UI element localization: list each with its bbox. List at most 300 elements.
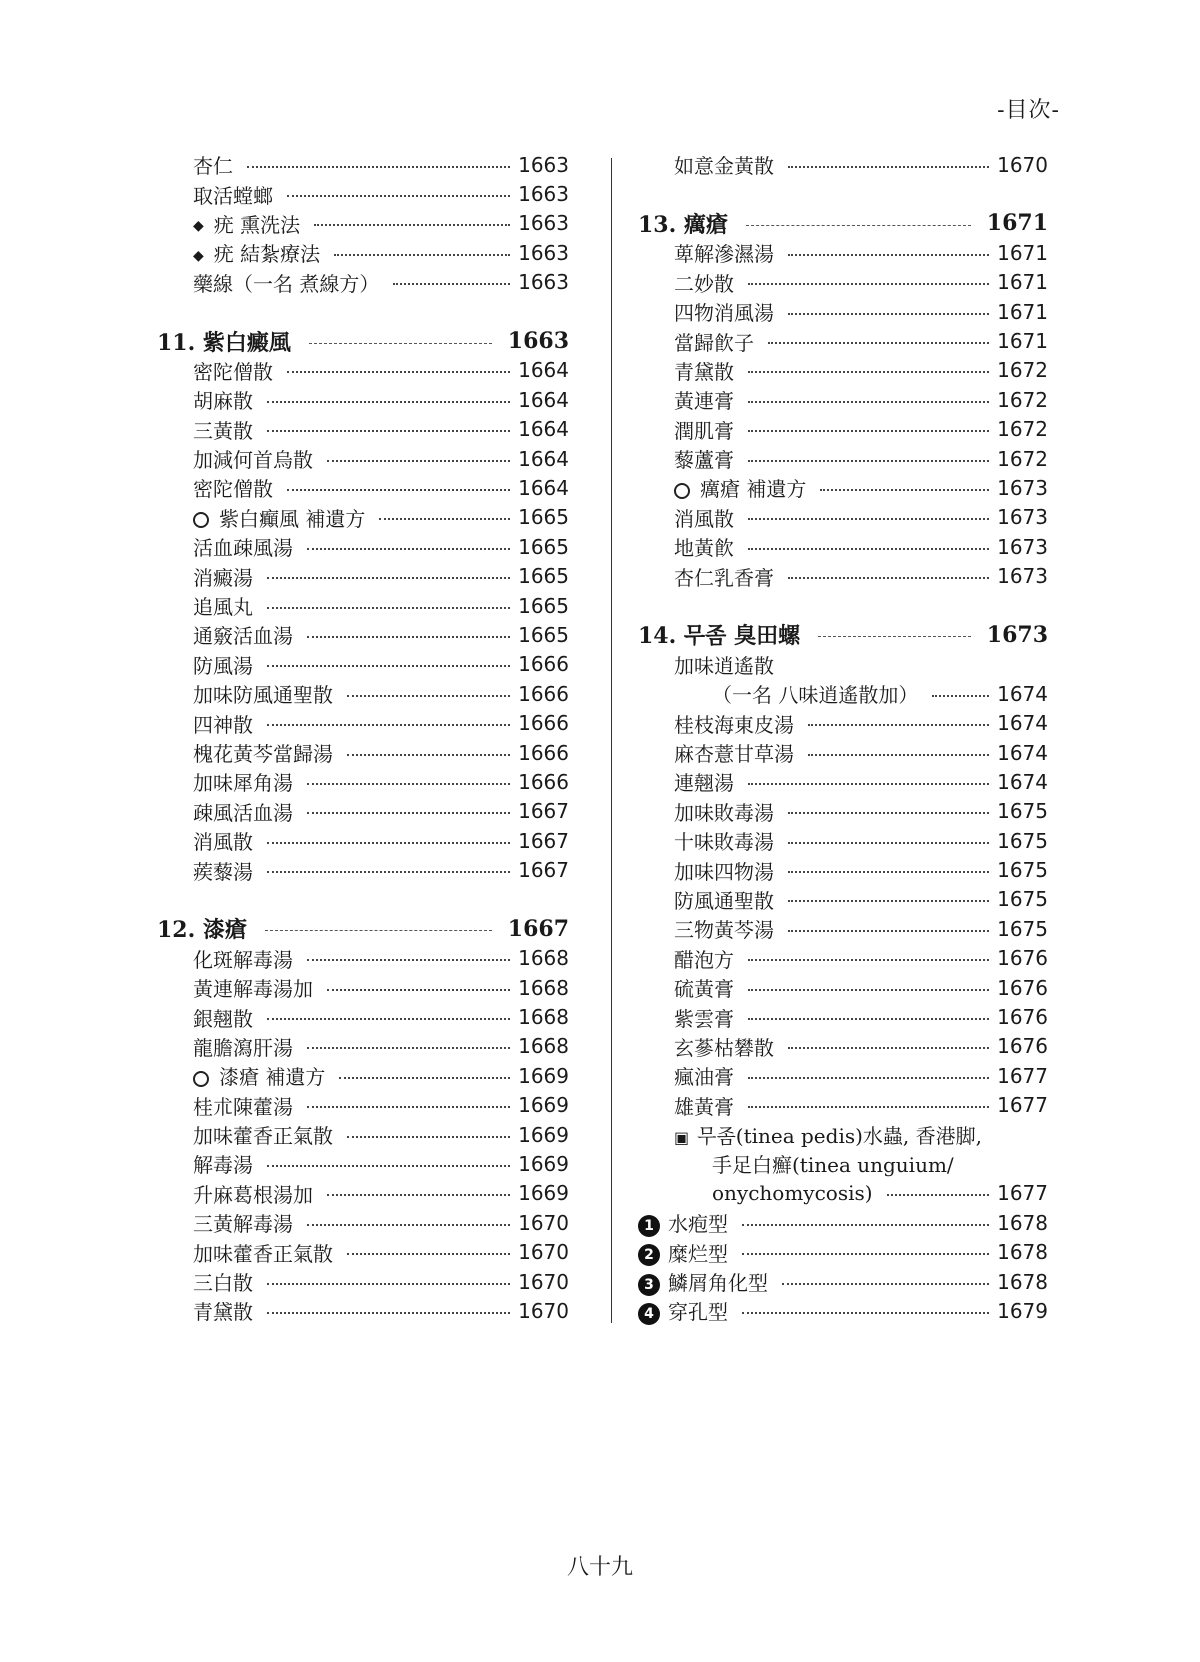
label-text: 龍膽瀉肝湯 [193, 1035, 293, 1060]
page-number: 1675 [997, 828, 1048, 853]
spacer [157, 297, 569, 326]
toc-entry [638, 885, 1048, 914]
page-number: 1665 [518, 505, 569, 530]
entry-label [674, 415, 734, 444]
label-text: 萆解滲濕湯 [674, 242, 774, 267]
toc-entry [638, 150, 1048, 179]
label-text: 四物消風湯 [674, 301, 774, 326]
leader-line [932, 695, 989, 697]
toc-entry [157, 415, 569, 444]
entry-label [674, 473, 806, 502]
toc-entry [638, 1032, 1048, 1061]
entry-label [193, 180, 273, 209]
leader-line [347, 1136, 510, 1138]
label-text: 消癜湯 [193, 565, 253, 590]
entry-label [674, 562, 774, 591]
page-number: 1675 [997, 799, 1048, 824]
toc-entry [157, 650, 569, 679]
leader-line [334, 254, 510, 256]
page-number: 1663 [507, 328, 569, 355]
page-number: 1668 [518, 946, 569, 971]
entry-label [674, 1091, 734, 1120]
page-number: 1671 [997, 329, 1048, 354]
toc-entry [157, 473, 569, 502]
page-number: 1665 [518, 622, 569, 647]
leader-line [788, 577, 989, 579]
entry-label [193, 591, 253, 620]
leader-line [267, 665, 510, 667]
diamond-bullet-icon: ◆ [193, 247, 204, 264]
page-number: 1668 [518, 1034, 569, 1059]
label-text: 麻杏薏甘草湯 [674, 742, 794, 766]
leader-line [314, 224, 510, 226]
label-text: 二妙散 [674, 271, 734, 296]
label-text: （一名 八味逍遙散加） [712, 683, 919, 708]
toc-entry [157, 1296, 569, 1325]
numbered-bullet-icon: 3 [638, 1274, 660, 1296]
leader-line [287, 489, 510, 491]
leader-line [347, 695, 510, 697]
toc-entry [638, 356, 1048, 385]
toc-entry [157, 679, 569, 708]
leader-line [748, 283, 989, 285]
toc-entry [638, 1091, 1048, 1120]
page-number: 1671 [997, 299, 1048, 324]
label-text: 瘋油膏 [674, 1065, 734, 1090]
label-text: 藥線（一名 煮線方） [193, 271, 380, 296]
page-number: 1678 [997, 1240, 1048, 1265]
leader-line [307, 812, 510, 814]
label-text: 桂朮陳藿湯 [193, 1094, 293, 1119]
leader-line [820, 489, 989, 491]
leader-line [788, 313, 989, 315]
leader-line [782, 1283, 989, 1285]
entry-label [193, 709, 253, 738]
toc-entry [157, 1179, 569, 1208]
label-text: 銀翹散 [193, 1006, 253, 1031]
entry-label [674, 150, 774, 179]
toc-entry [638, 1267, 1048, 1296]
toc-entry [157, 1120, 569, 1149]
entry-label [638, 1267, 768, 1296]
toc-entry [157, 561, 569, 590]
toc-entry [157, 855, 569, 884]
page-number: 1664 [518, 417, 569, 442]
label-text: 蒺藜湯 [193, 859, 253, 884]
toc-entry [157, 1237, 569, 1266]
label-text: 地黃飮 [674, 536, 734, 561]
entry-label [674, 297, 774, 326]
toc-entry [157, 620, 569, 649]
leader-line [887, 1194, 990, 1196]
toc-entry [638, 1149, 1048, 1178]
entry-label [193, 385, 253, 414]
toc-section [157, 326, 569, 355]
toc-entry [157, 1061, 569, 1090]
leader-line [347, 1253, 510, 1255]
label-text: 消風散 [674, 506, 734, 531]
leader-line [267, 724, 510, 726]
entry-label [674, 1120, 982, 1149]
label-text: 14. 무좀 臭田螺 [638, 623, 801, 650]
page-number: 1663 [518, 182, 569, 207]
toc-section [638, 620, 1048, 649]
toc-entry [638, 1120, 1048, 1149]
toc-entry [638, 415, 1048, 444]
toc-section [638, 209, 1048, 238]
label-text: 紫白癲風 補遺方 [219, 506, 366, 531]
page-number: 1666 [518, 652, 569, 677]
page-number: 1674 [997, 681, 1048, 706]
label-text: 藜蘆膏 [674, 448, 734, 473]
entry-label [193, 620, 293, 649]
leader-line [267, 1312, 510, 1314]
toc-entry [157, 591, 569, 620]
entry-label [193, 532, 293, 561]
entry-label [193, 973, 313, 1002]
entry-label [193, 1179, 313, 1208]
entry-label [674, 709, 794, 738]
leader-line [788, 1047, 989, 1049]
toc-entry [638, 1296, 1048, 1325]
label-text: 十味敗毒湯 [674, 830, 774, 855]
entry-label [638, 1238, 728, 1267]
leader-line [307, 1106, 510, 1108]
leader-line [748, 460, 989, 462]
spacer [638, 591, 1048, 620]
leader-line [307, 636, 510, 638]
toc-entry [157, 973, 569, 1002]
toc-entry [638, 1237, 1048, 1266]
label-text: 潤肌膏 [674, 418, 734, 443]
page-number: 1669 [518, 1122, 569, 1147]
page-number: 1675 [997, 858, 1048, 883]
toc-entry [157, 1208, 569, 1237]
toc-entry [638, 738, 1048, 767]
page-number: 1670 [518, 1269, 569, 1294]
page-number: 1675 [997, 887, 1048, 912]
entry-label [638, 1296, 728, 1325]
entry-label [193, 1238, 333, 1267]
entry-label [674, 797, 774, 826]
label-text: 青黛散 [193, 1300, 253, 1325]
leader-line [748, 1077, 989, 1079]
page-number: 1669 [518, 1151, 569, 1176]
entry-label [674, 385, 734, 414]
page-number: 1668 [518, 975, 569, 1000]
entry-label [193, 1296, 253, 1325]
label-text: 密陀僧散 [193, 359, 273, 384]
toc-entry [157, 826, 569, 855]
label-text: 加味藿香正氣散 [193, 1124, 333, 1149]
page-number: 1663 [518, 152, 569, 177]
page-number: 1677 [997, 1093, 1048, 1118]
page-number: 1672 [997, 417, 1048, 442]
label-text: 黃連解毒湯加 [193, 977, 313, 1002]
page-number: 1671 [986, 210, 1048, 237]
page-number: 1667 [518, 858, 569, 883]
leader-line [287, 371, 510, 373]
leader-line [788, 900, 989, 902]
entry-label [674, 532, 734, 561]
page-number: 1676 [997, 1005, 1048, 1030]
label-text: 消風散 [193, 830, 253, 855]
toc-entry [638, 944, 1048, 973]
leader-line [267, 1283, 510, 1285]
leader-line [267, 842, 510, 844]
label-text: 加味藿香正氣散 [193, 1241, 333, 1266]
page-number: 1673 [997, 505, 1048, 530]
page-number: 1677 [997, 1063, 1048, 1088]
page-number: 1671 [997, 270, 1048, 295]
label-text: 癘瘡 補遺方 [700, 477, 807, 502]
page-number: 1666 [518, 769, 569, 794]
label-text: 糜烂型 [668, 1241, 728, 1266]
label-text: 加味防風通聖散 [193, 683, 333, 708]
numbered-bullet-icon: 4 [638, 1303, 660, 1325]
page-number: 1665 [518, 534, 569, 559]
entry-label [674, 914, 774, 943]
page-number: 1678 [997, 1269, 1048, 1294]
label-text: 連翹湯 [674, 771, 734, 796]
entry-label [674, 268, 734, 297]
entry-label [193, 1061, 325, 1090]
entry-label [193, 1149, 253, 1178]
label-text: 升麻葛根湯加 [193, 1182, 313, 1207]
leader-line [742, 1224, 989, 1226]
label-text: 鱗屑角化型 [668, 1271, 768, 1296]
page-number: 1675 [997, 916, 1048, 941]
leader-line [267, 577, 510, 579]
entry-label [193, 767, 293, 796]
label-text: 防風湯 [193, 653, 253, 678]
leader-line [247, 166, 510, 168]
page-number: 1679 [997, 1298, 1048, 1323]
label-text: 玄蔘枯礬散 [674, 1035, 774, 1060]
page-number: 1671 [997, 240, 1048, 265]
toc-entry [157, 738, 569, 767]
entry-label [674, 944, 734, 973]
entry-label [193, 1120, 333, 1149]
toc-entry [157, 1032, 569, 1061]
page-number: 1664 [518, 446, 569, 471]
leader-line [808, 724, 989, 726]
page-number: 1666 [518, 711, 569, 736]
leader-line [327, 460, 510, 462]
leader-line [746, 225, 971, 226]
leader-line [267, 430, 510, 432]
label-text: 青黛散 [674, 359, 734, 384]
leader-line [748, 430, 989, 432]
leader-line [748, 371, 989, 373]
page-number: 1666 [518, 740, 569, 765]
toc-entry [638, 973, 1048, 1002]
entry-label [674, 356, 734, 385]
toc-entry [157, 708, 569, 737]
toc-entry [638, 1208, 1048, 1237]
numbered-bullet-icon: 2 [638, 1244, 660, 1266]
toc-entry [157, 268, 569, 297]
toc-entry [638, 1002, 1048, 1031]
toc-entry [638, 1179, 1048, 1208]
page-number: 1669 [518, 1181, 569, 1206]
toc-entry [638, 268, 1048, 297]
leader-line [748, 1018, 989, 1020]
toc-entry [638, 650, 1048, 679]
entry-label [193, 1032, 293, 1061]
toc-entry [157, 1267, 569, 1296]
leader-line [327, 1194, 510, 1196]
label-text: 密陀僧散 [193, 477, 273, 502]
toc-entry [157, 444, 569, 473]
toc-entry [638, 914, 1048, 943]
entry-label [674, 885, 774, 914]
page-number: 1673 [997, 475, 1048, 500]
toc-right-column [638, 150, 1048, 1326]
entry-label [712, 1149, 954, 1178]
entry-label [674, 767, 734, 796]
entry-label [674, 973, 734, 1002]
leader-line [393, 283, 510, 285]
toc-entry [157, 532, 569, 561]
page-header: -目次- [997, 98, 1060, 123]
spacer [157, 885, 569, 914]
leader-line [265, 930, 492, 931]
label-text: 硫黃膏 [674, 977, 734, 1002]
toc-entry [157, 1091, 569, 1120]
label-text: 杏仁乳香膏 [674, 565, 774, 590]
column-divider [611, 158, 612, 1323]
numbered-bullet-icon: 1 [638, 1215, 660, 1237]
leader-line [788, 930, 989, 932]
leader-line [347, 754, 510, 756]
page-number: 1674 [997, 740, 1048, 765]
toc-entry [157, 238, 569, 267]
label-text: 杏仁 [193, 154, 233, 179]
label-text: 13. 癘瘡 [638, 211, 728, 238]
label-text: 加減何首烏散 [193, 448, 313, 473]
leader-line [748, 548, 989, 550]
label-text: 解毒湯 [193, 1153, 253, 1178]
toc-entry [157, 1149, 569, 1178]
label-text: 雄黃膏 [674, 1094, 734, 1119]
leader-line [307, 1047, 510, 1049]
toc-entry [638, 767, 1048, 796]
toc-entry [638, 385, 1048, 414]
entry-label [674, 650, 774, 679]
toc-entry [638, 326, 1048, 355]
leader-line [818, 636, 971, 637]
toc-entry [157, 1002, 569, 1031]
leader-line [748, 401, 989, 403]
toc-entry [638, 532, 1048, 561]
toc-left-column [157, 150, 569, 1326]
entry-label [193, 473, 273, 502]
entry-label [193, 1208, 293, 1237]
entry-label [193, 1003, 253, 1032]
page-number: 1670 [997, 152, 1048, 177]
page-number: 1664 [518, 475, 569, 500]
page-number: 1667 [518, 799, 569, 824]
page-number: 1672 [997, 387, 1048, 412]
entry-label [674, 444, 734, 473]
page-number: 1673 [986, 621, 1048, 648]
page-number: 1665 [518, 564, 569, 589]
toc-entry [157, 209, 569, 238]
label-text: 11. 紫白癜風 [157, 329, 291, 356]
toc-entry [638, 444, 1048, 473]
label-text: 活血疎風湯 [193, 536, 293, 561]
box-bullet-icon: ▣ [674, 1128, 690, 1148]
label-text: onychomycosis) [712, 1181, 873, 1206]
page-number: 1670 [518, 1240, 569, 1265]
toc-entry [638, 503, 1048, 532]
leader-line [327, 989, 510, 991]
leader-line [788, 254, 989, 256]
label-text: 四神散 [193, 712, 253, 737]
leader-line [742, 1253, 989, 1255]
leader-line [307, 959, 510, 961]
page-number: 1663 [518, 240, 569, 265]
toc-entry [157, 944, 569, 973]
page-number: 1670 [518, 1298, 569, 1323]
label-text: 三物黃芩湯 [674, 918, 774, 943]
entry-label [193, 238, 320, 267]
entry-label [193, 209, 300, 238]
toc-entry [157, 150, 569, 179]
leader-line [309, 343, 492, 344]
entry-label [193, 826, 253, 855]
toc-entry [157, 503, 569, 532]
leader-line [788, 842, 989, 844]
label-text: 加味敗毒湯 [674, 800, 774, 825]
entry-label [674, 238, 774, 267]
entry-label [193, 1091, 293, 1120]
page-number: 1676 [997, 1034, 1048, 1059]
toc-entry [638, 297, 1048, 326]
leader-line [788, 871, 989, 873]
page-number: 1665 [518, 593, 569, 618]
leader-line [748, 518, 989, 520]
label-text: 紫雲膏 [674, 1006, 734, 1031]
page-number: 八十九 [566, 1555, 633, 1580]
label-text: 黃連膏 [674, 389, 734, 414]
entry-label [674, 1032, 774, 1061]
toc-entry [638, 855, 1048, 884]
entry-label [193, 944, 293, 973]
entry-label [193, 503, 365, 532]
entry-label [193, 356, 273, 385]
toc-entry [638, 708, 1048, 737]
entry-label [674, 856, 774, 885]
toc-entry [157, 767, 569, 796]
label-text: 三黃散 [193, 418, 253, 443]
page-number: 1667 [518, 828, 569, 853]
entry-label [193, 268, 379, 297]
page-number: 1674 [997, 711, 1048, 736]
label-text: 手足白癬(tinea unguium/ [712, 1153, 954, 1178]
label-text: 通竅活血湯 [193, 624, 293, 649]
leader-line [748, 1106, 989, 1108]
label-text: 漆瘡 補遺方 [219, 1065, 326, 1090]
label-text: 水疱型 [668, 1212, 728, 1237]
label-text: 疣 熏洗法 [213, 212, 301, 237]
leader-line [307, 1224, 510, 1226]
toc-section [157, 914, 569, 943]
page-number: 1670 [518, 1210, 569, 1235]
toc-entry [638, 797, 1048, 826]
label-text: 三白散 [193, 1271, 253, 1296]
